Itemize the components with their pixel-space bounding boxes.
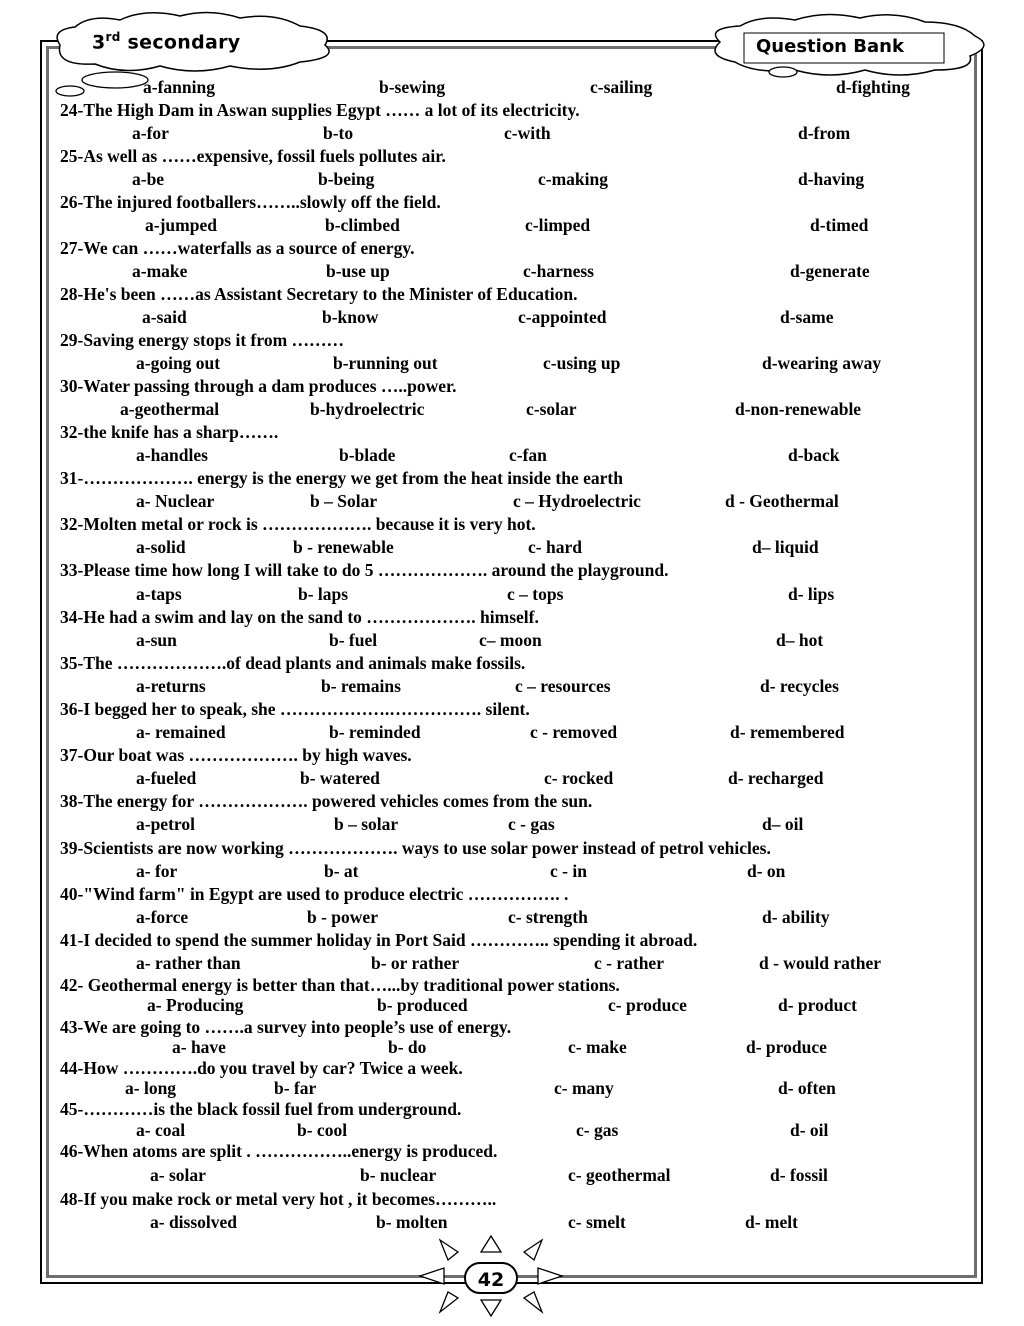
answer-option: a-fanning	[143, 77, 215, 97]
answer-option: c- rocked	[544, 768, 614, 788]
answer-option: d-from	[798, 123, 851, 143]
page-number: 42	[464, 1262, 518, 1294]
question-text: 28-He's been ……as Assistant Secretary to the Minister of Education.	[60, 284, 578, 304]
answer-option: d-fighting	[836, 77, 910, 97]
answer-option: d- lips	[788, 584, 835, 604]
answer-option: d- often	[778, 1078, 836, 1098]
question-text: 40-"Wind farm" in Egypt are used to produce electric ……………. .	[60, 884, 569, 904]
answer-option: a- Nuclear	[136, 491, 215, 511]
answer-option: d- on	[747, 861, 786, 881]
answer-option: b - power	[307, 907, 378, 927]
answer-option: b-know	[322, 307, 379, 327]
answer-option: a-for	[132, 123, 169, 143]
answer-option: b-hydroelectric	[310, 399, 425, 419]
grade-label: 3rd secondary	[92, 30, 241, 54]
answer-option: b- laps	[298, 584, 349, 604]
answer-option: b-climbed	[325, 215, 400, 235]
answer-option: c- hard	[528, 537, 582, 557]
answer-option: b- remains	[321, 676, 401, 696]
answer-option: b- do	[388, 1037, 427, 1057]
question-text: 39-Scientists are now working ………………. ways to use solar power instead of petrol vehicles.	[60, 838, 771, 858]
answer-option: b – Solar	[310, 491, 378, 511]
question-text: 36-I begged her to speak, she ……………….……………. silent.	[60, 699, 530, 719]
question-text: 30-Water passing through a dam produces …..power.	[60, 376, 457, 396]
answer-option: a- have	[172, 1037, 226, 1057]
answer-option: a-fueled	[136, 768, 197, 788]
answer-option: c-using up	[543, 353, 621, 373]
answer-option: d - Geothermal	[725, 491, 839, 511]
answer-option: c– moon	[479, 630, 542, 650]
answer-option: c - in	[550, 861, 587, 881]
answer-option: c – tops	[507, 584, 564, 604]
answer-option: b- or rather	[371, 953, 460, 973]
answer-option: a- rather than	[136, 953, 241, 973]
answer-option: a-force	[136, 907, 189, 927]
answer-option: d- produce	[746, 1037, 827, 1057]
question-text: 35-The ……………….of dead plants and animals make fossils.	[60, 653, 526, 673]
answer-option: c-solar	[526, 399, 577, 419]
answer-option: a-petrol	[136, 814, 195, 834]
answer-option: c- many	[554, 1078, 614, 1098]
question-text: 32-Molten metal or rock is ………………. because it is very hot.	[60, 514, 536, 534]
answer-option: c-with	[504, 123, 551, 143]
answer-option: c – Hydroelectric	[513, 491, 641, 511]
answer-option: b- molten	[376, 1212, 448, 1232]
question-text: 41-I decided to spend the summer holiday in Port Said ………….. spending it abroad.	[60, 930, 698, 950]
answer-option: b- reminded	[329, 722, 421, 742]
question-text: 29-Saving energy stops it from ………	[60, 330, 345, 350]
answer-option: b-blade	[339, 445, 396, 465]
answer-option: a-jumped	[145, 215, 217, 235]
answer-option: d- ability	[762, 907, 830, 927]
answer-option: b- fuel	[329, 630, 378, 650]
answer-option: d- recharged	[728, 768, 824, 788]
answer-option: a-solid	[136, 537, 186, 557]
question-text: 37-Our boat was ………………. by high waves.	[60, 745, 412, 765]
answer-option: a- remained	[136, 722, 226, 742]
answer-option: a- dissolved	[150, 1212, 238, 1232]
question-text: 24-The High Dam in Aswan supplies Egypt …… a lot of its electricity.	[60, 100, 580, 120]
answer-option: b – solar	[334, 814, 399, 834]
answer-option: d- oil	[790, 1120, 829, 1140]
answer-option: c-sailing	[590, 77, 653, 97]
answer-option: c-harness	[523, 261, 594, 281]
answer-option: b - renewable	[293, 537, 394, 557]
question-text: 45-…………is the black fossil fuel from underground.	[60, 1099, 462, 1119]
answer-option: d-non-renewable	[735, 399, 862, 419]
question-text: 32-the knife has a sharp…….	[60, 422, 279, 442]
answer-option: c - gas	[508, 814, 555, 834]
answer-option: b- watered	[300, 768, 380, 788]
answer-option: b-use up	[326, 261, 390, 281]
answer-option: d- recycles	[760, 676, 839, 696]
question-text: 34-He had a swim and lay on the sand to ………………. himself.	[60, 607, 539, 627]
answer-option: a-be	[132, 169, 165, 189]
answer-option: b- at	[324, 861, 359, 881]
answer-option: a-geothermal	[120, 399, 220, 419]
answer-option: a-said	[142, 307, 187, 327]
answer-option: c-fan	[509, 445, 547, 465]
question-text: 42- Geothermal energy is better than that…...by traditional power stations.	[60, 975, 620, 995]
answer-option: d-having	[798, 169, 865, 189]
question-text: 25-As well as ……expensive, fossil fuels pollutes air.	[60, 146, 446, 166]
answer-option: a-handles	[136, 445, 208, 465]
answer-option: b- cool	[297, 1120, 348, 1140]
answer-option: c- smelt	[568, 1212, 626, 1232]
answer-option: b-to	[323, 123, 354, 143]
answer-option: b-sewing	[379, 77, 446, 97]
answer-option: a- for	[136, 861, 178, 881]
answer-option: b- nuclear	[360, 1165, 437, 1185]
answer-option: b- produced	[377, 995, 468, 1015]
answer-option: a-make	[132, 261, 188, 281]
question-text: 38-The energy for ………………. powered vehicles comes from the sun.	[60, 791, 593, 811]
answer-option: c - removed	[530, 722, 618, 742]
answer-option: d-wearing away	[762, 353, 882, 373]
question-text: 26-The injured footballers……..slowly off the field.	[60, 192, 441, 212]
answer-option: c-appointed	[518, 307, 607, 327]
answer-option: d-same	[780, 307, 834, 327]
answer-option: b-running out	[333, 353, 438, 373]
answer-option: c- strength	[508, 907, 588, 927]
answer-option: d- remembered	[730, 722, 845, 742]
answer-option: d-back	[788, 445, 840, 465]
answer-option: c- geothermal	[568, 1165, 671, 1185]
answer-option: a- solar	[150, 1165, 206, 1185]
answer-option: c-making	[538, 169, 608, 189]
answer-option: d- fossil	[770, 1165, 828, 1185]
answer-option: d- product	[778, 995, 857, 1015]
answer-option: a- long	[125, 1078, 177, 1098]
question-text: 44-How ………….do you travel by car? Twice a week.	[60, 1058, 463, 1078]
answer-option: b-being	[318, 169, 375, 189]
answer-option: d-generate	[790, 261, 870, 281]
answer-option: c – resources	[515, 676, 611, 696]
question-bank-title: Question Bank	[756, 36, 904, 57]
answer-option: d– liquid	[752, 537, 819, 557]
answer-option: a-returns	[136, 676, 206, 696]
answer-option: c- make	[568, 1037, 627, 1057]
answer-option: a-taps	[136, 584, 182, 604]
question-text: 31-………………. energy is the energy we get from the heat inside the earth	[60, 468, 623, 488]
answer-option: d-timed	[810, 215, 869, 235]
question-text: 33-Please time how long I will take to do 5 ………………. around the playground.	[60, 560, 669, 580]
answer-option: d– oil	[762, 814, 804, 834]
question-text: 46-When atoms are split . ……………..energy is produced.	[60, 1141, 498, 1161]
question-text: 43-We are going to …….a survey into people’s use of energy.	[60, 1017, 512, 1037]
answer-option: d- melt	[745, 1212, 798, 1232]
answer-option: a-sun	[136, 630, 177, 650]
answer-option: d - would rather	[759, 953, 882, 973]
answer-option: d– hot	[776, 630, 824, 650]
answer-option: b- far	[274, 1078, 317, 1098]
answer-option: a-going out	[136, 353, 221, 373]
answer-option: c- produce	[608, 995, 687, 1015]
answer-option: c - rather	[594, 953, 664, 973]
answer-option: a- Producing	[147, 995, 244, 1015]
answer-option: c- gas	[576, 1120, 619, 1140]
answer-option: c-limped	[525, 215, 591, 235]
question-text: 48-If you make rock or metal very hot , it becomes………..	[60, 1189, 497, 1209]
question-text: 27-We can ……waterfalls as a source of energy.	[60, 238, 415, 258]
answer-option: a- coal	[136, 1120, 186, 1140]
